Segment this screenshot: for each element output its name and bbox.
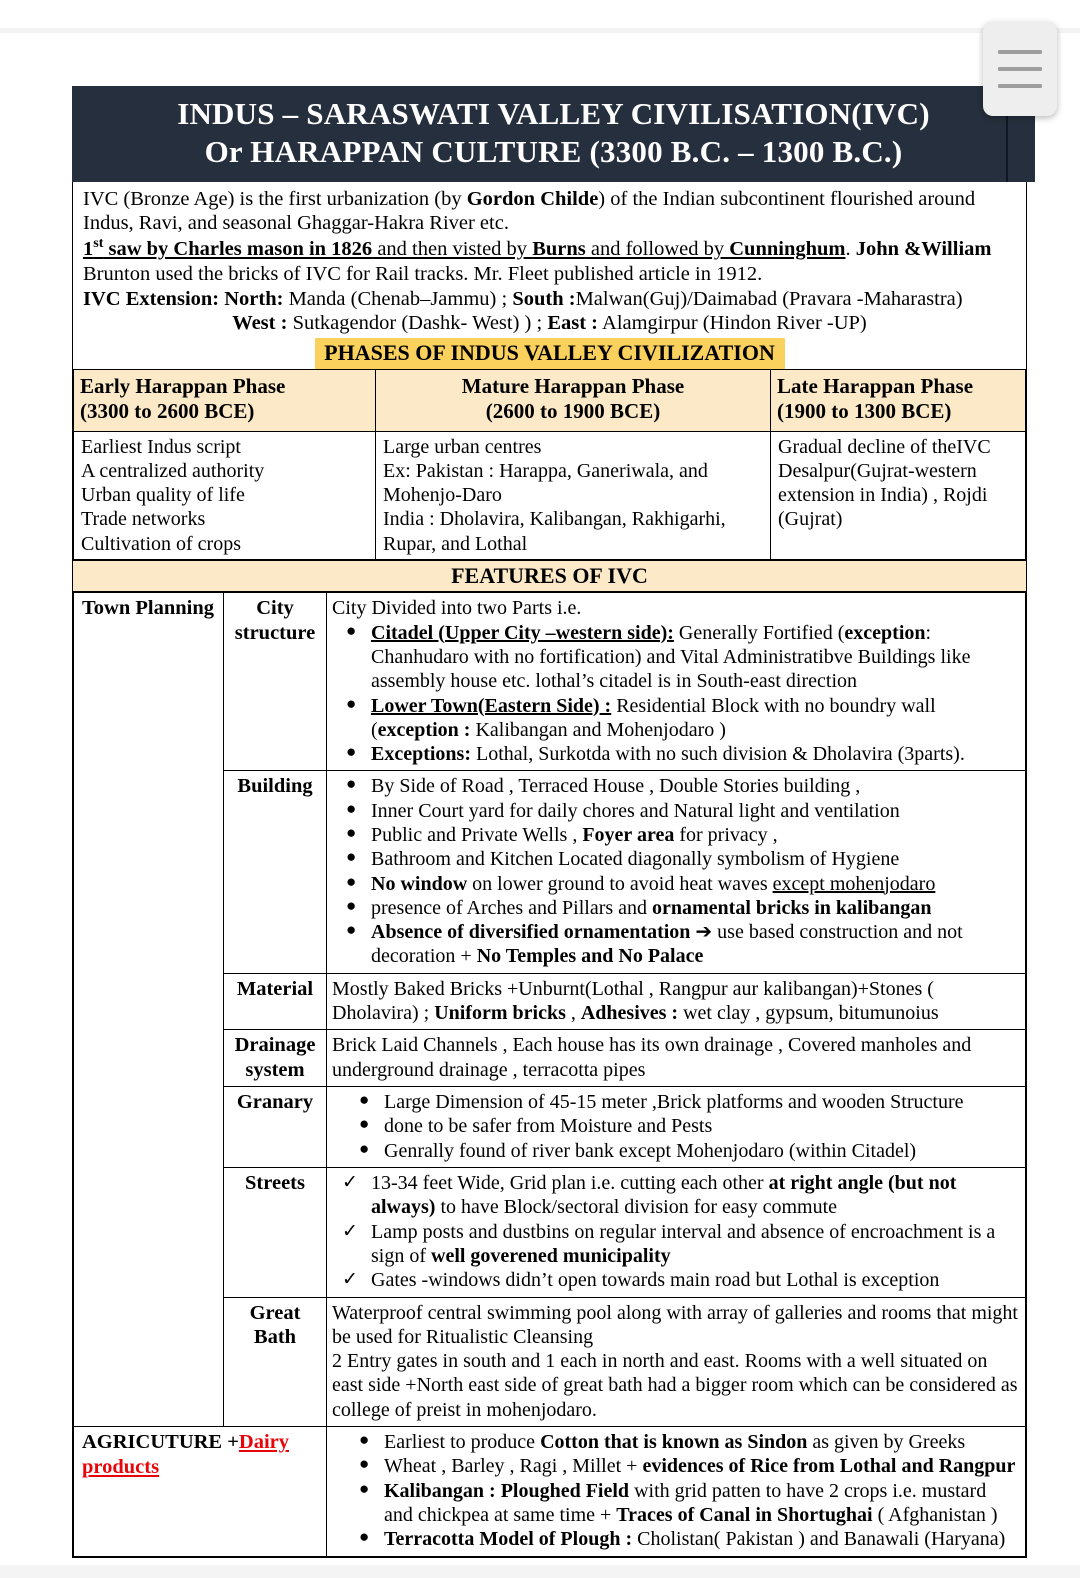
feature-content-drainage: Brick Laid Channels , Each house has its own drainage , Covered manholes and underground drainage , terracotta pipes bbox=[327, 1030, 1026, 1087]
top-strip bbox=[0, 28, 1080, 33]
list-item: ● presence of Arches and Pillars and ornamental bricks in kalibangan bbox=[346, 895, 932, 919]
bullet-icon: ● bbox=[346, 742, 357, 762]
feature-sublabel-material: Material bbox=[224, 973, 327, 1030]
phases-content-row bbox=[74, 431, 1026, 559]
feature-sublabel-granary: Granary bbox=[224, 1087, 327, 1168]
list-item: ● Genrally found of river bank except Mohenjodaro (within Citadel) bbox=[359, 1138, 917, 1162]
check-icon: ✓ bbox=[342, 1220, 358, 1242]
feature-content-great-bath bbox=[327, 1297, 1026, 1426]
intro-line-3: IVC Extension: North: Manda (Chenab–Jammu) ; South :Malwan(Guj)/Daimabad (Pravara -Maharastra) bbox=[83, 287, 963, 310]
list-item: ● Large Dimension of 45-15 meter ,Brick platforms and wooden Structure bbox=[359, 1090, 964, 1114]
list-item: ✓ Lamp posts and dustbins on regular interval and absence of encroachment is a sign of well goverened municipality bbox=[342, 1220, 996, 1267]
city-structure-list bbox=[332, 621, 1020, 767]
bullet-icon: ● bbox=[359, 1090, 370, 1110]
building-list bbox=[332, 774, 1020, 968]
feature-label-agriculture bbox=[74, 1427, 327, 1556]
title-line-2: Or HARAPPAN CULTURE (3300 B.C. – 1300 B.C.) bbox=[204, 133, 903, 169]
list-item: ● Absence of diversified ornamentation ➔ use based construction and not decoration + No Temples and No Palace bbox=[346, 920, 963, 968]
features-table bbox=[73, 592, 1026, 1556]
bullet-icon: ● bbox=[346, 895, 357, 915]
bullet-icon: ● bbox=[359, 1114, 370, 1134]
list-item: ● Wheat , Barley , Ragi , Millet + evidences of Rice from Lothal and Rangpur bbox=[359, 1454, 1016, 1478]
bullet-icon: ● bbox=[359, 1527, 370, 1547]
check-icon: ✓ bbox=[342, 1269, 358, 1291]
title-line-1: INDUS – SARASWATI VALLEY CIVILISATION(IVC) bbox=[177, 96, 930, 131]
hamburger-icon-line bbox=[998, 84, 1042, 88]
feature-sublabel-great-bath: Great Bath bbox=[224, 1297, 327, 1426]
feature-sublabel-city-structure: City structure bbox=[224, 593, 327, 771]
great-bath-para-1: Waterproof central swimming pool along with array of galleries and rooms that might be used for Ritualistic Cleansing bbox=[332, 1301, 1018, 1348]
bullet-icon: ● bbox=[359, 1430, 370, 1450]
list-item: ● Inner Court yard for daily chores and Natural light and ventilation bbox=[346, 798, 900, 822]
feature-label-town-planning: Town Planning bbox=[74, 593, 224, 1427]
list-item: ● By Side of Road , Terraced House , Double Stories building , bbox=[346, 774, 861, 798]
bullet-icon: ● bbox=[359, 1454, 370, 1474]
feature-content-granary bbox=[327, 1087, 1026, 1168]
menu-button[interactable] bbox=[983, 22, 1057, 116]
list-item: ● Exceptions: Lothal, Surkotda with no such division & Dholavira (3parts). bbox=[346, 742, 965, 766]
feature-sublabel-drainage: Drainage system bbox=[224, 1030, 327, 1087]
document-title-bar bbox=[72, 86, 1035, 182]
list-item: ● Earliest to produce Cotton that is known as Sindon as given by Greeks bbox=[359, 1430, 966, 1454]
list-item: ● Bathroom and Kitchen Located diagonally symbolism of Hygiene bbox=[346, 847, 900, 871]
row-city-structure bbox=[74, 593, 1026, 771]
phase-header-late: Late Harappan Phase (1900 to 1300 BCE) bbox=[771, 369, 1026, 431]
bullet-icon: ● bbox=[346, 798, 357, 818]
feature-content-building bbox=[327, 771, 1026, 973]
feature-content-agriculture bbox=[327, 1427, 1026, 1556]
list-item: ● Kalibangan : Ploughed Field with grid patten to have 2 crops i.e. mustard and chickpea at same time + Traces of Canal in Shortughai ( Afghanistan ) bbox=[359, 1478, 998, 1526]
list-item: ✓ Gates -windows didn’t open towards main road but Lothal is exception bbox=[342, 1269, 940, 1292]
phases-table bbox=[73, 369, 1026, 560]
phase-header-mature: Mature Harappan Phase (2600 to 1900 BCE) bbox=[376, 369, 771, 431]
phase-cell-early: Earliest Indus script A centralized authority Urban quality of life Trade networks Cultivation of crops bbox=[74, 431, 376, 559]
bullet-icon: ● bbox=[346, 920, 357, 940]
feature-content-material: Mostly Baked Bricks +Unburnt(Lothal , Rangpur aur kalibangan)+Stones ( Dholavira) ; Uniform bricks , Adhesives : wet clay , gypsum, bitumunoius bbox=[327, 973, 1026, 1030]
document-body bbox=[72, 182, 1027, 1558]
intro-section bbox=[73, 182, 1026, 337]
feature-content-streets bbox=[327, 1168, 1026, 1297]
list-item: ● Terracotta Model of Plough : Cholistan( Pakistan ) and Banawali (Haryana) bbox=[359, 1527, 1006, 1551]
feature-sublabel-building: Building bbox=[224, 771, 327, 973]
agriculture-label-dairy: Dairy products bbox=[82, 1431, 290, 1478]
phases-header-row bbox=[74, 369, 1026, 431]
row-agriculture bbox=[74, 1427, 1026, 1556]
list-item: ● Public and Private Wells , Foyer area for privacy , bbox=[346, 822, 778, 846]
list-item: ● No window on lower ground to avoid heat waves except mohenjodaro bbox=[346, 871, 936, 895]
list-item: ● Lower Town(Eastern Side) : Residential Block with no boundry wall (exception : Kalibangan and Mohenjodaro ) bbox=[346, 693, 936, 741]
streets-list bbox=[332, 1171, 1020, 1292]
phase-cell-late: Gradual decline of theIVC Desalpur(Gujrat-western extension in India) , Rojdi (Gujrat) bbox=[771, 431, 1026, 559]
bullet-icon: ● bbox=[359, 1478, 370, 1498]
list-item: ● Citadel (Upper City –western side): Generally Fortified (exception: Chanhudaro with no fortification) and Vital Administratibve Buildings like assembly house etc. lothal’s citadel is in South-east direction bbox=[346, 620, 971, 693]
bullet-icon: ● bbox=[346, 693, 357, 713]
notes-document bbox=[72, 86, 1027, 1558]
bullet-icon: ● bbox=[346, 620, 357, 640]
city-structure-lead: City Divided into two Parts i.e. bbox=[332, 597, 582, 620]
check-icon: ✓ bbox=[342, 1172, 358, 1194]
bullet-icon: ● bbox=[346, 847, 357, 867]
phases-banner: PHASES OF INDUS VALLEY CIVILIZATION bbox=[315, 338, 785, 368]
list-item: ✓ 13-34 feet Wide, Grid plan i.e. cutting each other at right angle (but not always) to have Block/sectoral division for easy commute bbox=[342, 1172, 957, 1219]
great-bath-para-2: 2 Entry gates in south and 1 each in north and east. Rooms with a well situated on east side +North east side of great bath had a bigger room which can be considered as college of preist in mohenjodaro. bbox=[332, 1350, 1018, 1421]
agriculture-list bbox=[332, 1430, 1020, 1551]
bullet-icon: ● bbox=[346, 871, 357, 891]
feature-sublabel-streets: Streets bbox=[224, 1168, 327, 1297]
hamburger-icon-line bbox=[998, 50, 1042, 54]
bottom-strip bbox=[0, 1565, 1080, 1578]
granary-list bbox=[332, 1090, 1020, 1163]
bullet-icon: ● bbox=[346, 822, 357, 842]
list-item: ● done to be safer from Moisture and Pests bbox=[359, 1114, 713, 1138]
agriculture-label-main: AGRICUTURE + bbox=[82, 1431, 239, 1454]
phase-header-early: Early Harappan Phase (3300 to 2600 BCE) bbox=[74, 369, 376, 431]
intro-line-2: 1st saw by Charles mason in 1826 and then visted by Burns and followed by Cunninghum. John &William Brunton used the bricks of IVC for Rail tracks. Mr. Fleet published article in 1912. bbox=[83, 236, 992, 285]
bullet-icon: ● bbox=[359, 1138, 370, 1158]
feature-content-city-structure bbox=[327, 593, 1026, 771]
features-banner: FEATURES OF IVC bbox=[73, 560, 1026, 592]
intro-line-1: IVC (Bronze Age) is the first urbanization (by Gordon Childe) of the Indian subcontinent flourished around Indus, Ravi, and seasonal Ghaggar-Hakra River etc. bbox=[83, 187, 976, 235]
phase-cell-mature: Large urban centres Ex: Pakistan : Harappa, Ganeriwala, and Mohenjo-Daro India : Dholavira, Kalibangan, Rakhigarhi, Rupar, and Lothal bbox=[376, 431, 771, 559]
hamburger-icon-line bbox=[998, 67, 1042, 71]
intro-line-4: West : Sutkagendor (Dashk- West) ) ; East : Alamgirpur (Hindon River -UP) bbox=[232, 312, 867, 335]
bullet-icon: ● bbox=[346, 774, 357, 794]
